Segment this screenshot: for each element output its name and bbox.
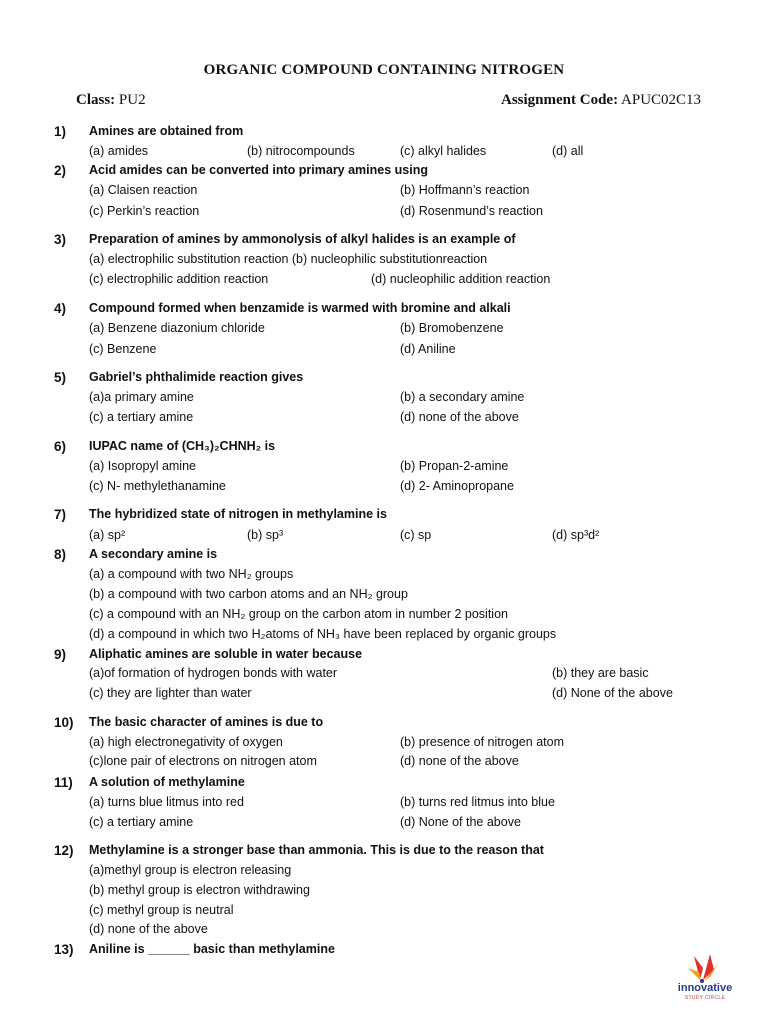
assignment-code-info [501, 92, 701, 109]
option-a: (a) Isopropyl amine [89, 459, 196, 473]
option-b: (b) Bromobenzene [400, 321, 504, 335]
option-b: (b) sp³ [247, 528, 284, 542]
option-b: (b) methyl group is electron withdrawing [89, 883, 310, 897]
question-text: The basic character of amines is due to [89, 715, 324, 729]
question-number: 6) [54, 439, 67, 454]
option-c: (c) Benzene [89, 342, 157, 356]
option-c: (c) a compound with an NH₂ group on the carbon atom in number 2 position [89, 607, 508, 621]
option-c: (c) electrophilic addition reaction [89, 272, 269, 286]
option-d: (d) sp³d² [552, 528, 600, 542]
question-text: A secondary amine is [89, 547, 218, 561]
assignment-code-label: Assignment Code: [501, 92, 619, 108]
option-c: (c) alkyl halides [400, 144, 487, 158]
option-a: (a) amides [89, 144, 149, 158]
option-a: (a)a primary amine [89, 390, 194, 404]
option-a: (a) sp² [89, 528, 126, 542]
option-c: (c) a tertiary amine [89, 815, 194, 829]
question-number: 12) [54, 843, 74, 858]
option-c: (c) N- methylethanamine [89, 479, 226, 493]
logo-subtitle: STUDY CIRCLE [684, 995, 726, 1001]
option-d: (d) none of the above [400, 410, 519, 424]
class-info [76, 92, 146, 109]
option-b: (b) nitrocompounds [247, 144, 355, 158]
option-c: (c) methyl group is neutral [89, 903, 234, 917]
option-d: (d) Aniline [400, 342, 456, 356]
question-text: Compound formed when benzamide is warmed with bromine and alkali [89, 301, 511, 315]
question-number: 7) [54, 507, 67, 522]
option-c: (c) a tertiary amine [89, 410, 194, 424]
option-d: (d) 2- Aminopropane [400, 479, 514, 493]
option-c: (c)lone pair of electrons on nitrogen atom [89, 754, 317, 768]
question-number: 8) [54, 547, 67, 562]
option-a: (a) Benzene diazonium chloride [89, 321, 265, 335]
question-number: 2) [54, 163, 67, 178]
question-text: IUPAC name of (CH₃)₂CHNH₂ is [89, 439, 276, 453]
question-number: 9) [54, 647, 67, 662]
question-text: Gabriel’s phthalimide reaction gives [89, 370, 304, 384]
option-a-b: (a) electrophilic substitution reaction (b) nucleophilic substitutionreaction [89, 252, 488, 266]
option-a: (a) high electronegativity of oxygen [89, 735, 283, 749]
question-number: 3) [54, 232, 67, 247]
assignment-code-value: APUC02C13 [621, 92, 702, 108]
option-b: (b) a secondary amine [400, 390, 525, 404]
option-c: (c) they are lighter than water [89, 686, 252, 700]
option-d: (d) None of the above [400, 815, 521, 829]
question-number: 1) [54, 124, 67, 139]
option-b: (b) Hoffmann’s reaction [400, 183, 530, 197]
question-text: Aniline is ______ basic than methylamine [89, 942, 335, 956]
option-d: (d) None of the above [552, 686, 673, 700]
option-b: (b) a compound with two carbon atoms and an NH₂ group [89, 587, 408, 601]
option-a: (a) a compound with two NH₂ groups [89, 567, 294, 581]
logo-mark-icon [670, 950, 740, 984]
option-d: (d) Rosenmund’s reaction [400, 204, 543, 218]
question-number: 4) [54, 301, 67, 316]
question-text: Amines are obtained from [89, 124, 244, 138]
logo-wordmark: innovative [677, 982, 733, 994]
question-text: Preparation of amines by ammonolysis of alkyl halides is an example of [89, 232, 516, 246]
option-b: (b) presence of nitrogen atom [400, 735, 564, 749]
option-d: (d) none of the above [400, 754, 519, 768]
option-d: (d) all [552, 144, 584, 158]
option-c: (c) Perkin’s reaction [89, 204, 200, 218]
option-a: (a) turns blue litmus into red [89, 795, 244, 809]
option-b: (b) turns red litmus into blue [400, 795, 555, 809]
option-d: (d) a compound in which two H₂atoms of NH₃ have been replaced by organic groups [89, 627, 557, 641]
option-c: (c) sp [400, 528, 432, 542]
option-a: (a)methyl group is electron releasing [89, 863, 292, 877]
innovative-study-circle-logo [670, 950, 740, 1010]
class-value: PU2 [118, 92, 146, 108]
question-number: 13) [54, 942, 74, 957]
page-title: ORGANIC COMPOUND CONTAINING NITROGEN [203, 62, 565, 78]
option-d: (d) none of the above [89, 922, 208, 936]
question-text: The hybridized state of nitrogen in methylamine is [89, 507, 387, 521]
option-a: (a) Claisen reaction [89, 183, 198, 197]
option-b: (b) they are basic [552, 666, 649, 680]
question-text: Acid amides can be converted into primary amines using [89, 163, 428, 177]
question-number: 5) [54, 370, 67, 385]
option-d: (d) nucleophilic addition reaction [371, 272, 551, 286]
option-b: (b) Propan-2-amine [400, 459, 509, 473]
question-number: 10) [54, 715, 74, 730]
question-text: Aliphatic amines are soluble in water because [89, 647, 363, 661]
class-label: Class: [76, 92, 116, 108]
option-a: (a)of formation of hydrogen bonds with water [89, 666, 338, 680]
question-number: 11) [54, 775, 73, 790]
question-text: A solution of methylamine [89, 775, 245, 789]
question-text: Methylamine is a stronger base than ammonia. This is due to the reason that [89, 843, 544, 857]
